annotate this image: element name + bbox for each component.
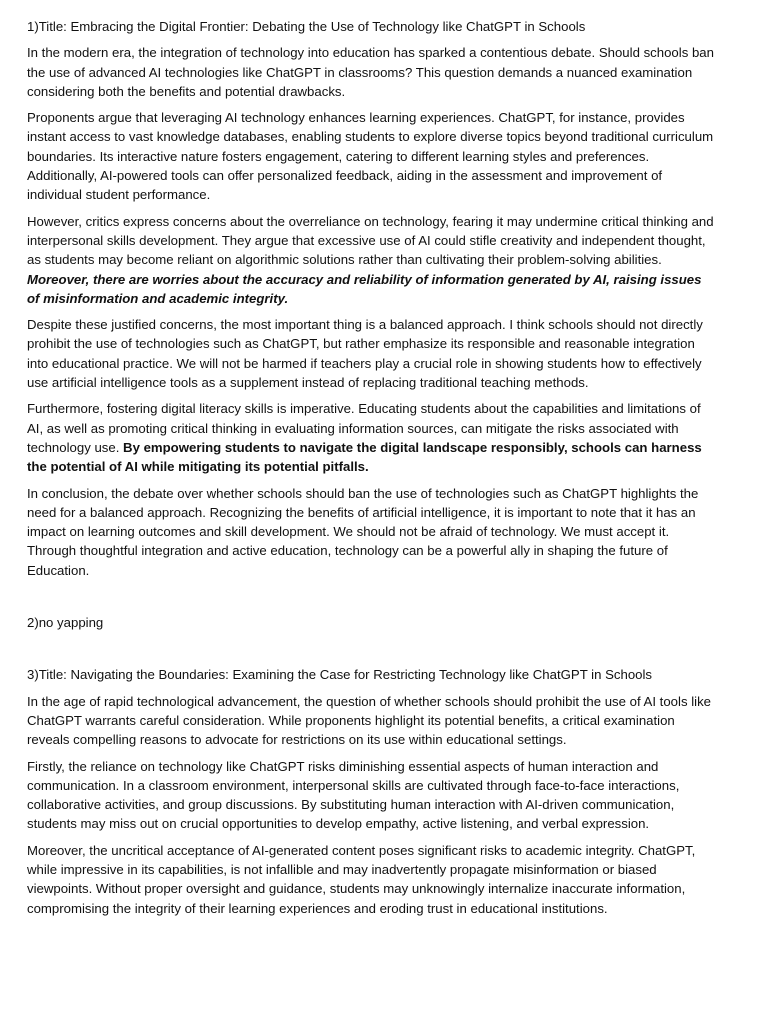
essay-1-paragraph-2: Proponents argue that leveraging AI technology enhances learning experiences. ChatGPT, for instance, provides instant access to vast knowledge databases, enabling students to explore diverse topics beyond traditional curriculum boundaries. Its interactive nature fosters engagement, catering to different learning styles and preferences. Additionally, AI-powered tools can offer personalized feedback, aiding in the assessment and improvement of individual student performance. (27, 110, 714, 203)
essay-1-paragraph-3-emphasis: Moreover, there are worries about the accuracy and reliability of information generated by AI, raising issues of misinformation and academic integrity. (27, 271, 702, 306)
essay-1-paragraph-4: Despite these justified concerns, the most important thing is a balanced approach. I think schools should not directly prohibit the use of technologies such as ChatGPT, but rather emphasize its responsible and reasonable integration into educational practice. We will not be harmed if teachers play a crucial role in showing students how to effectively use artificial intelligence tools as a supplement instead of replacing traditional teaching methods. (27, 317, 703, 391)
essay-1-paragraph-6: In conclusion, the debate over whether schools should ban the use of technologies such as ChatGPT highlights the need for a balanced approach. Recognizing the benefits of artificial intelligence, it is important to note that it has an impact on learning outcomes and skill development. We should not be afraid of technology. We must accept it. Through thoughtful integration and active education, technology can be a powerful ally in shaping the future of Education. (27, 485, 699, 578)
essay-1-paragraph-5-emphasis: By empowering students to navigate the digital landscape responsibly, schools can harness the potential of AI while mitigating its potential pitfalls. (27, 439, 702, 475)
essay-1-paragraph-3 (27, 212, 717, 308)
essay-1-paragraph-5 (27, 399, 717, 476)
essay-3-paragraph-3: Moreover, the uncritical acceptance of AI-generated content poses significant risks to academic integrity. ChatGPT, while impressive in its capabilities, is not infallible and may inadvertently propagate misinformation or biased viewpoints. Without proper oversight and guidance, students may unknowingly internalize inaccurate information, compromising the integrity of their learning experiences and eroding trust in educational institutions. (27, 842, 696, 916)
essay-1-paragraph-3-text: However, critics express concerns about the overreliance on technology, fearing it may undermine critical thinking and interpersonal skills development. They argue that excessive use of AI could stifle creativity and independent thought, as students may become reliant on algorithmic solutions rather than cultivating their problem-solving abilities. (27, 213, 714, 268)
essay-3-paragraph-2: Firstly, the reliance on technology like ChatGPT risks diminishing essential aspects of human interaction and communication. In a classroom environment, interpersonal skills are cultivated through face-to-face interactions, collaborative activities, and group discussions. By substituting human interaction with AI-driven communication, students may miss out on crucial opportunities to develop empathy, active listening, and verbal expression. (27, 758, 680, 832)
essay-1-title: 1)Title: Embracing the Digital Frontier: Debating the Use of Technology like ChatGPT in Schools (27, 19, 586, 34)
section-spacer (27, 587, 717, 613)
essay-3-title: 3)Title: Navigating the Boundaries: Examining the Case for Restricting Technology like ChatGPT in Schools (27, 667, 653, 683)
essay-1-paragraph-1: In the modern era, the integration of technology into education has sparked a contentious debate. Should schools ban the use of advanced AI technologies like ChatGPT in classrooms? This question demands a nuanced examination considering both the benefits and potential drawbacks. (27, 45, 714, 99)
section-spacer (27, 639, 717, 665)
essay-1-paragraph-5-text: Furthermore, fostering digital literacy skills is imperative. Educating students about the capabilities and limitations of AI, as well as promoting critical thinking in evaluating information sources, can mitigate the risks associated with technology use. (27, 401, 701, 455)
essay-2-text: 2)no yapping (27, 615, 104, 631)
document-page (27, 17, 717, 925)
essay-3-paragraph-1: In the age of rapid technological advancement, the question of whether schools should prohibit the use of AI tools like ChatGPT warrants careful consideration. While proponents highlight its potential benefits, a critical examination reveals compelling reasons to advocate for restrictions on its use within educational settings. (27, 693, 711, 748)
